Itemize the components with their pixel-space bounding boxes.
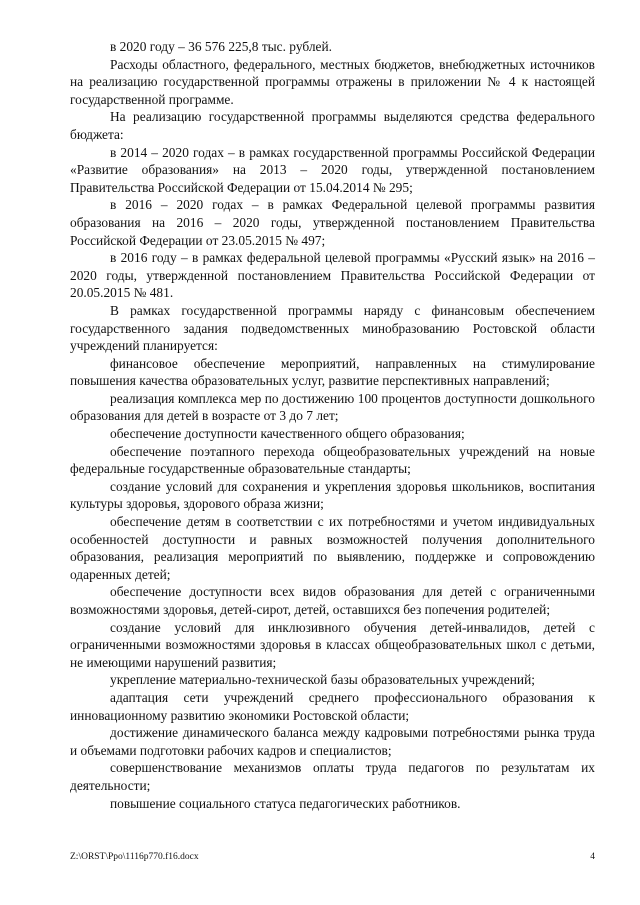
list-item: совершенствование механизмов оплаты труда педагогов по результатам их деятельности; [70, 760, 595, 793]
list-item: обеспечение доступности всех видов образования для детей с ограниченными возможностями здоровья, детей-сирот, детей, оставшихся без попечения родителей; [70, 584, 595, 617]
paragraph-federal-2016-2020: в 2016 – 2020 годах – в рамках Федеральной целевой программы развития образования на 2016 – 2020 годы, утвержденной постановлением Правительства Российской Федерации от 23.05.2015 № 497; [70, 197, 595, 248]
list-item: создание условий для инклюзивного обучения детей-инвалидов, детей с ограниченными возможностями здоровья в классах общеобразовательных школ с детьми, не имеющими нарушений развития; [70, 619, 595, 670]
list-item: повышение социального статуса педагогических работников. [110, 795, 461, 811]
paragraph-russian-language: в 2016 году – в рамках федеральной целевой программы «Русский язык» на 2016 – 2020 годы, утвержденной постановлением Правительства Российской Федерации от 20.05.2015 № 481. [70, 250, 595, 301]
paragraph-federal-2014-2020: в 2014 – 2020 годах – в рамках государственной программы Российской Федерации «Развитие образования» на 2013 – 2020 годы, утвержденной постановлением Правительства Российской Федерации от 15.04.2014 № 295; [70, 144, 595, 195]
paragraph-2020-total: в 2020 году – 36 576 225,8 тыс. рублей. [110, 39, 332, 54]
file-path: Z:\ORST\Ppo\1116p770.f16.docx [70, 852, 199, 862]
list-item: обеспечение детям в соответствии с их потребностями и учетом индивидуальных особенностей доступности и равных возможностей получения дополнительного образования, реализация мероприятий по выявлению, поддержке и сопровождению одаренных детей; [70, 514, 595, 582]
list-item: адаптация сети учреждений среднего профессионального образования к инновационному развитию экономики Ростовской области; [70, 689, 595, 723]
paragraph-planned-intro: В рамках государственной программы наряду с финансовым обеспечением государственного задания подведомственных минобразованию Ростовской области учреждений планируется: [70, 302, 595, 354]
list-item: создание условий для сохранения и укрепления здоровья школьников, воспитания культуры здоровья, здорового образа жизни; [70, 478, 595, 512]
list-item: обеспечение поэтапного перехода общеобразовательных учреждений на новые федеральные государственные образовательные стандарты; [70, 443, 595, 477]
list-item: достижение динамического баланса между кадровыми потребностями рынка труда и объемами подготовки рабочих кадров и специалистов; [70, 725, 595, 758]
list-item: финансовое обеспечение мероприятий, направленных на стимулирование повышения качества образовательных услуг, развитие перспективных направлений; [70, 355, 595, 389]
list-item: обеспечение доступности качественного общего образования; [110, 426, 465, 442]
list-item: укрепление материально-технической базы образовательных учреждений; [110, 672, 535, 688]
list-item: реализация комплекса мер по достижению 100 процентов доступности дошкольного образования для детей в возрасте от 3 до 7 лет; [70, 390, 595, 424]
page-number: 4 [590, 852, 595, 862]
paragraph-expenses: Расходы областного, федерального, местных бюджетов, внебюджетных источников на реализацию государственной программы отражены в приложении № 4 к настоящей государственной программе. [70, 56, 595, 107]
document-body [70, 38, 595, 812]
paragraph-federal-funds: На реализацию государственной программы выделяются средства федерального бюджета: [70, 109, 595, 142]
